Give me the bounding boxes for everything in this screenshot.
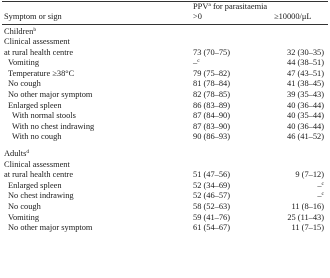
ppv-label: PPV — [193, 2, 209, 11]
value-text: 44 (38–51) — [287, 58, 324, 68]
value-text: 40 (36–44) — [287, 121, 324, 131]
row-footnote-mark: b — [33, 26, 37, 33]
table-row — [0, 170, 330, 181]
table-body — [0, 27, 330, 234]
row-label: With normal stools — [12, 111, 76, 121]
row-label: Vomiting — [8, 58, 40, 68]
symptom-column-header: Symptom or sign — [4, 12, 62, 21]
value-any-parasitaemia — [193, 223, 230, 234]
value-any-parasitaemia — [193, 48, 230, 59]
table-row — [0, 149, 330, 160]
row-label: With no cough — [12, 132, 62, 142]
value-footnote-mark: c — [197, 58, 200, 65]
table-row — [0, 58, 330, 69]
value-text: 86 (83–89) — [193, 100, 230, 110]
column-header-any: >0 — [193, 12, 202, 21]
table-row — [0, 202, 330, 213]
table-row — [0, 132, 330, 143]
value-high-parasitaemia — [287, 213, 324, 224]
ppv-for-label: for parasitaemia — [210, 2, 268, 11]
table-row — [0, 79, 330, 90]
row-label: No chest indrawing — [8, 191, 74, 201]
value-any-parasitaemia — [193, 170, 230, 181]
row-label: Vomiting — [8, 212, 40, 222]
value-text: 52 (34–69) — [193, 180, 230, 190]
row-label: Enlarged spleen — [8, 180, 62, 190]
row-label: No other major symptom — [8, 223, 93, 233]
value-text: 59 (41–76) — [193, 212, 230, 222]
value-text: 40 (36–44) — [287, 100, 324, 110]
table-row — [0, 69, 330, 80]
value-footnote-mark: c — [321, 180, 324, 187]
value-footnote-mark: c — [321, 191, 324, 198]
value-any-parasitaemia — [193, 69, 230, 80]
value-text: 82 (78–85) — [193, 90, 230, 100]
table-row — [0, 101, 330, 112]
value-high-parasitaemia — [287, 101, 324, 112]
value-text: 61 (54–67) — [193, 223, 230, 233]
value-text: 79 (75–82) — [193, 68, 230, 78]
value-any-parasitaemia — [193, 111, 230, 122]
value-high-parasitaemia — [292, 202, 325, 213]
value-text: 81 (78–84) — [193, 79, 230, 89]
row-label: With no chest indrawing — [12, 121, 95, 131]
table-row — [0, 27, 330, 38]
value-text: 90 (86–93) — [193, 132, 230, 142]
table-row — [0, 90, 330, 101]
table-row — [0, 213, 330, 224]
value-high-parasitaemia — [287, 111, 324, 122]
value-text: 32 (30–35) — [287, 47, 324, 57]
table-row — [0, 181, 330, 192]
value-text: 11 (7–15) — [291, 223, 324, 233]
value-high-parasitaemia — [287, 48, 324, 59]
row-label: No cough — [8, 202, 41, 211]
value-any-parasitaemia — [193, 181, 230, 192]
row-label: No other major symptom — [8, 90, 93, 100]
value-text: 41 (38–45) — [287, 79, 324, 89]
table-row — [0, 223, 330, 234]
value-high-parasitaemia — [317, 181, 324, 192]
value-any-parasitaemia — [193, 90, 230, 101]
value-text: 51 (47–56) — [193, 170, 230, 180]
value-text: – — [317, 180, 322, 190]
ppv-footnote-mark: a — [208, 2, 211, 8]
row-label: Enlarged spleen — [8, 100, 62, 110]
value-high-parasitaemia — [287, 132, 324, 143]
row-label-group — [4, 27, 36, 38]
value-high-parasitaemia — [292, 223, 325, 234]
value-text: 52 (46–57) — [193, 191, 230, 201]
row-label: at rural health centre — [4, 47, 74, 57]
value-high-parasitaemia — [295, 170, 324, 181]
table-row — [0, 191, 330, 202]
ppv-header — [193, 2, 267, 13]
table-row — [0, 122, 330, 133]
value-text: 46 (41–52) — [287, 132, 324, 142]
row-label: Children — [4, 26, 34, 36]
header-rule — [2, 24, 328, 25]
table-row — [0, 160, 330, 171]
value-any-parasitaemia — [193, 202, 230, 213]
value-any-parasitaemia — [193, 79, 230, 90]
row-label: at rural health centre — [4, 170, 74, 180]
row-label: Adults — [4, 149, 27, 159]
row-label: No cough — [8, 79, 41, 89]
value-any-parasitaemia — [193, 213, 230, 224]
value-high-parasitaemia — [287, 58, 324, 69]
value-text: 39 (35–43) — [287, 90, 324, 100]
value-any-parasitaemia — [193, 191, 230, 202]
value-text: 73 (70–75) — [193, 47, 230, 57]
column-header-high: ≥10000/μL — [274, 12, 312, 21]
top-rule — [2, 1, 328, 2]
value-high-parasitaemia — [287, 122, 324, 133]
value-any-parasitaemia — [193, 58, 200, 69]
row-label: Temperature ≥38°C — [8, 68, 75, 78]
value-text: – — [317, 191, 322, 201]
value-high-parasitaemia — [287, 90, 324, 101]
value-text: 87 (83–90) — [193, 121, 230, 131]
value-text: 11 (8–16) — [291, 202, 324, 211]
value-text: 25 (11–43) — [287, 212, 324, 222]
table-row — [0, 111, 330, 122]
value-text: – — [193, 58, 198, 68]
value-any-parasitaemia — [193, 122, 230, 133]
table-row — [0, 48, 330, 59]
row-label-group — [4, 149, 29, 160]
table-row — [0, 37, 330, 48]
value-high-parasitaemia — [287, 69, 324, 80]
value-any-parasitaemia — [193, 101, 230, 112]
value-high-parasitaemia — [287, 79, 324, 90]
value-text: 40 (35–44) — [287, 111, 324, 121]
value-text: 9 (7–12) — [295, 170, 324, 180]
value-text: 58 (52–63) — [193, 202, 230, 211]
value-text: 87 (84–90) — [193, 111, 230, 121]
value-text: 47 (43–51) — [287, 68, 324, 78]
value-any-parasitaemia — [193, 132, 230, 143]
row-label: Clinical assessment — [4, 159, 70, 169]
value-high-parasitaemia — [317, 191, 324, 202]
row-label: Clinical assessment — [4, 37, 70, 47]
row-footnote-mark: d — [26, 149, 30, 156]
